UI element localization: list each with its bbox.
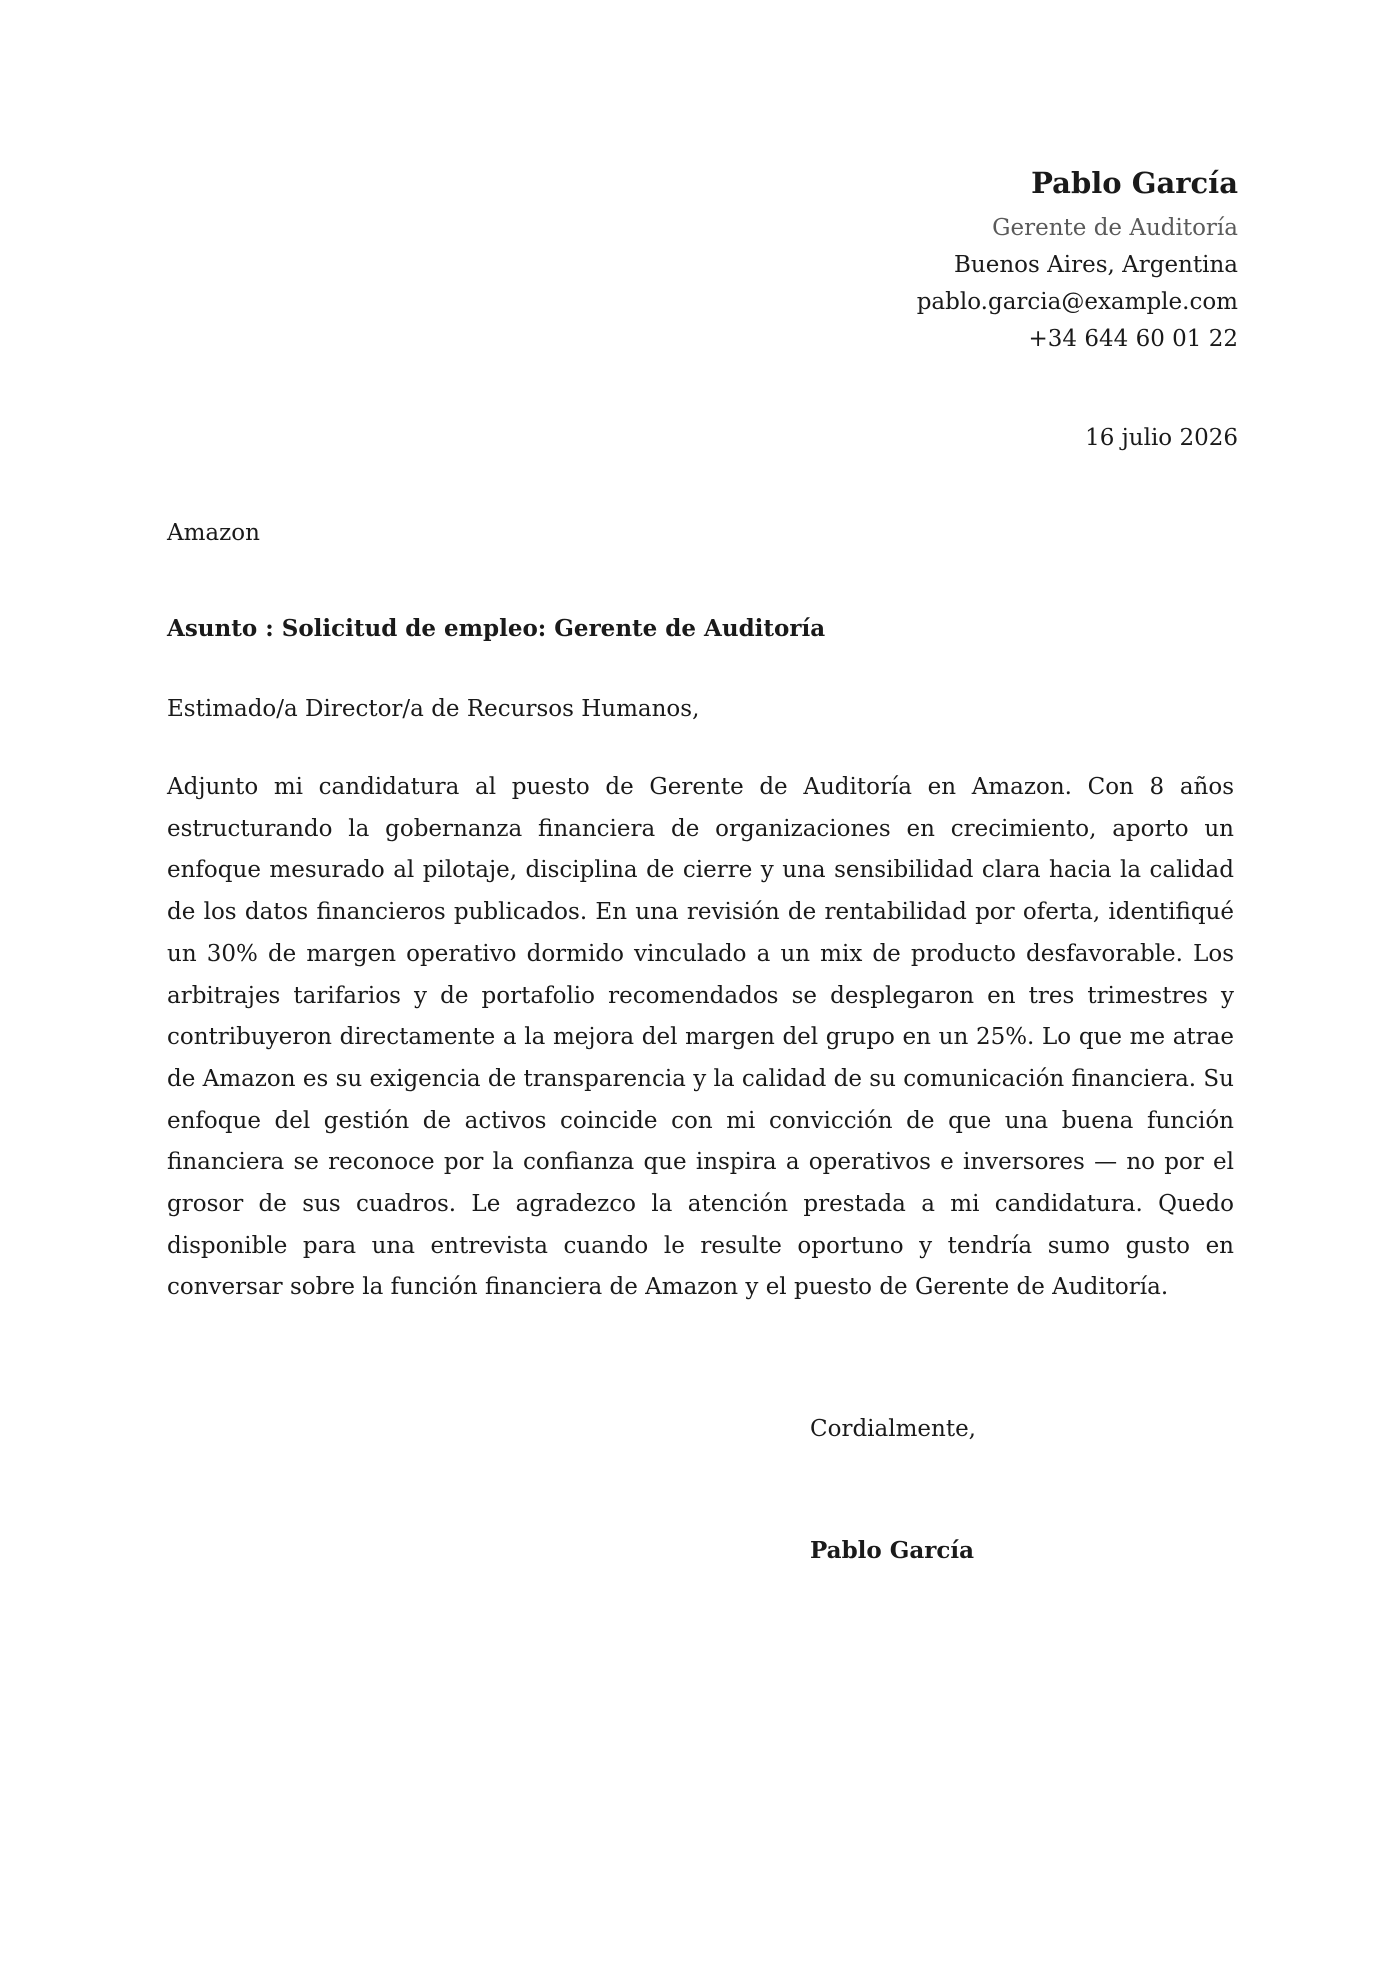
subject-line: Asunto : Solicitud de empleo: Gerente de Auditoría (167, 615, 826, 642)
signature: Pablo García (810, 1537, 975, 1564)
letter-date: 16 julio 2026 (1085, 425, 1238, 451)
sender-block (638, 162, 1238, 358)
sender-email: pablo.garcia@example.com (916, 289, 1238, 315)
sender-title: Gerente de Auditoría (992, 215, 1238, 241)
sender-phone: +34 644 60 01 22 (1028, 326, 1238, 352)
letter-body: Adjunto mi candidatura al puesto de Gerente de Auditoría en Amazon. Con 8 años estructurando la gobernanza financiera de organizaciones en crecimiento, aporto un enfoque mesurado al pilotaje, disciplina de cierre y una sensibilidad clara hacia la calidad de los datos financieros publicados. En una revisión de rentabilidad por oferta, identifiqué un 30% de margen operativo dormido vinculado a un mix de producto desfavorable. Los arbitrajes tarifarios y de portafolio recomendados se desplegaron en tres trimestres y contribuyeron directamente a la mejora del margen del grupo en un 25%. Lo que me atrae de Amazon es su exigencia de transparencia y la calidad de su comunicación financiera. Su enfoque del gestión de activos coincide con mi convicción de que una buena función financiera se reconoce por la confianza que inspira a operativos e inversores — no por el grosor de sus cuadros. Le agradezco la atención prestada a mi candidatura. Quedo disponible para una entrevista cuando le resulte oportuno y tendría sumo gusto en conversar sobre la función financiera de Amazon y el puesto de Gerente de Auditoría. (167, 774, 1234, 1301)
sender-name: Pablo García (1031, 166, 1238, 200)
sender-location: Buenos Aires, Argentina (954, 252, 1238, 278)
closing: Cordialmente, (810, 1416, 976, 1442)
salutation: Estimado/a Director/a de Recursos Humanos, (167, 696, 700, 722)
recipient: Amazon (167, 520, 260, 546)
